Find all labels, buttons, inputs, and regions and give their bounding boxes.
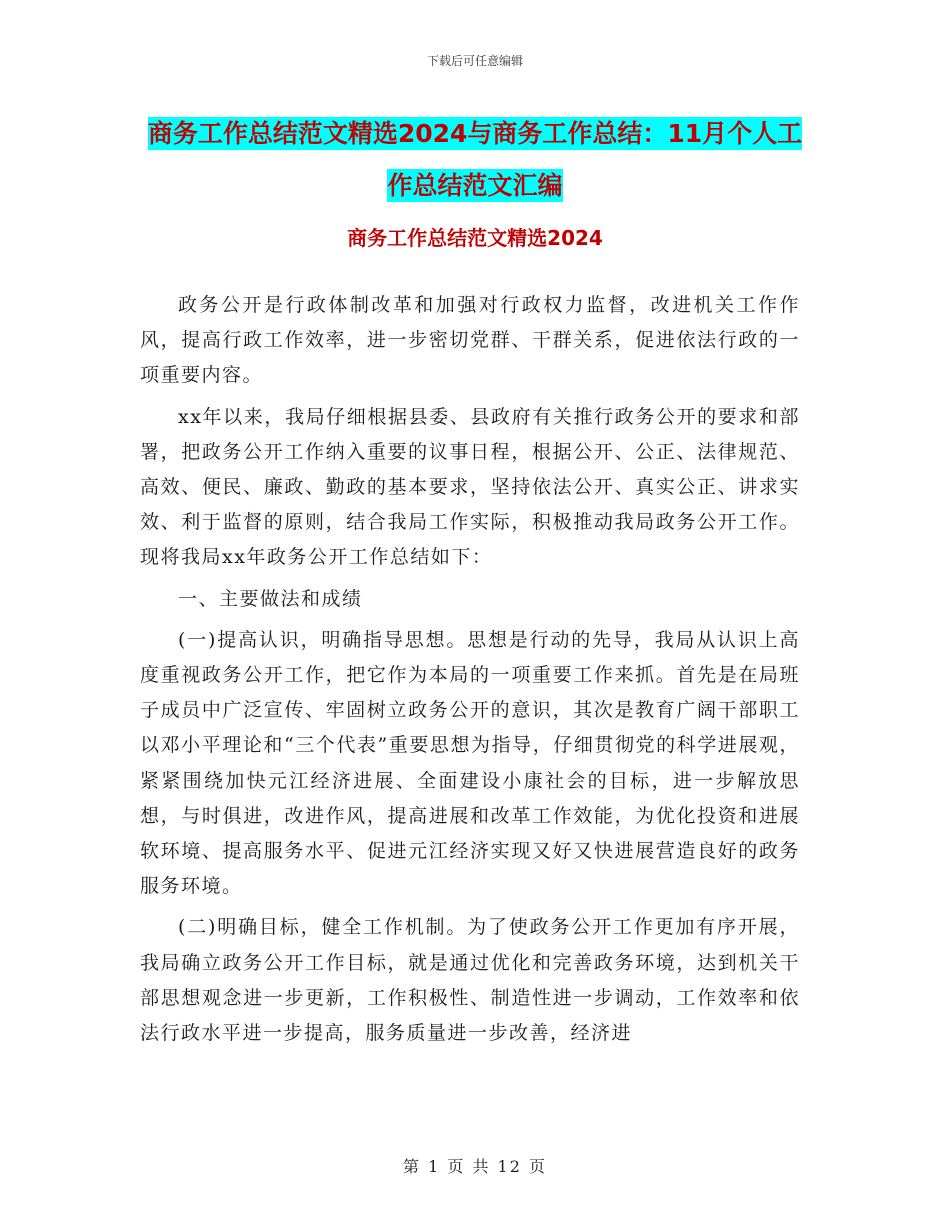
- main-title-text: 商务工作总结范文精选2024与商务工作总结：11月个人工作总结范文汇编: [147, 119, 803, 200]
- header-note: 下载后可任意编辑: [426, 54, 523, 68]
- section-title: 商务工作总结范文精选2024: [347, 226, 603, 250]
- paragraph-4: (一)提高认识，明确指导思想。思想是行动的先导，我局从认识上高度重视政务公开工作，把它作为本局的一项重要工作来抓。首先是在局班子成员中广泛宣传、牢固树立政务公开的意识，其次是教育广阔干部职工以邓小平理论和“三个代表”重要思想为指导，仔细贯彻党的科学进展观，紧紧围绕加快元江经济进展、全面建设小康社会的目标，进一步解放思想，与时俱进，改进作风，提高进展和改革工作效能，为优化投资和进展软环境、提高服务水平、促进元江经济实现又好又快进展营造良好的政务服务环境。: [140, 628, 800, 898]
- paragraph-1: 政务公开是行政体制改革和加强对行政权力监督，改进机关工作作风，提高行政工作效率，进一步密切党群、干群关系，促进依法行政的一项重要内容。: [140, 294, 800, 387]
- main-title: [140, 108, 810, 212]
- paragraph-2: xx年以来，我局仔细根据县委、县政府有关推行政务公开的要求和部署，把政务公开工作纳入重要的议事日程，根据公开、公正、法律规范、高效、便民、廉政、勤政的基本要求，坚持依法公开、真实公正、讲求实效、利于监督的原则，结合我局工作实际，积极推动我局政务公开工作。现将我局xx年政务公开工作总结如下：: [140, 405, 800, 569]
- body-text: [140, 288, 800, 1057]
- page-footer: 第 1 页 共 12 页: [403, 1157, 547, 1176]
- paragraph-3: 一、主要做法和成绩: [178, 587, 363, 610]
- paragraph-5: (二)明确目标，健全工作机制。为了使政务公开工作更加有序开展，我局确立政务公开工作目标，就是通过优化和完善政务环境，达到机关干部思想观念进一步更新，工作积极性、制造性进一步调动，工作效率和依法行政水平进一步提高，服务质量进一步改善，经济进: [140, 916, 800, 1045]
